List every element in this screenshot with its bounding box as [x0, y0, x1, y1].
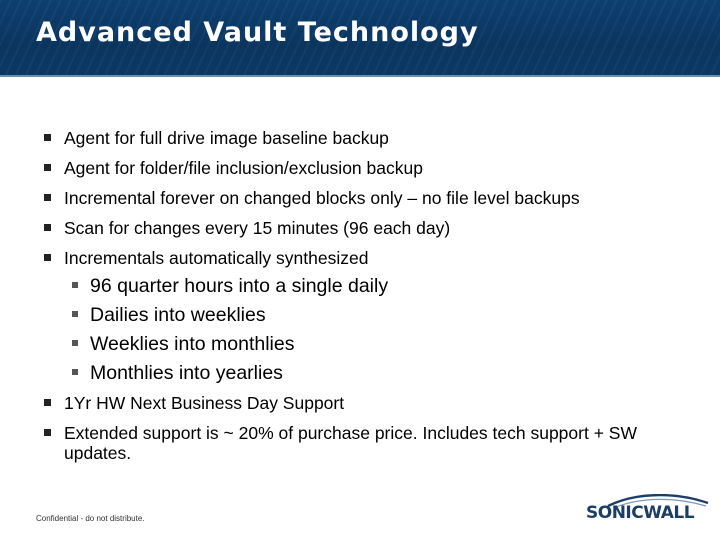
bullet-text: Agent for folder/file inclusion/exclusion backup — [64, 158, 423, 178]
square-bullet-icon — [44, 399, 51, 406]
square-bullet-icon — [72, 282, 78, 288]
sub-bullet-item — [72, 333, 704, 355]
bullet-item — [44, 393, 704, 413]
confidential-footer: Confidential - do not distribute. — [36, 514, 145, 523]
sub-bullet-item — [72, 362, 704, 384]
sub-bullet-text: Monthlies into yearlies — [90, 362, 283, 384]
title-bar — [0, 0, 720, 75]
square-bullet-icon — [44, 164, 51, 171]
square-bullet-icon — [72, 311, 78, 317]
bullet-text: Incrementals automatically synthesized — [64, 248, 369, 268]
square-bullet-icon — [44, 194, 51, 201]
sub-bullet-text: 96 quarter hours into a single daily — [90, 275, 389, 297]
bullet-item — [44, 423, 704, 463]
bullet-text: Scan for changes every 15 minutes (96 each day) — [64, 218, 451, 238]
square-bullet-icon — [44, 224, 51, 231]
bullet-item — [44, 248, 704, 268]
square-bullet-icon — [72, 369, 78, 375]
square-bullet-icon — [72, 340, 78, 346]
bullet-item — [44, 188, 704, 208]
logo-text: SONICWALL — [586, 503, 695, 523]
slide-title: Advanced Vault Technology — [36, 17, 479, 48]
bullet-text: Agent for full drive image baseline backup — [64, 128, 389, 148]
square-bullet-icon — [44, 429, 51, 436]
bullet-item — [44, 218, 704, 238]
bullet-item — [44, 128, 704, 148]
bullet-text: Incremental forever on changed blocks only – no file level backups — [64, 188, 580, 208]
sub-bullet-item — [72, 275, 704, 297]
title-divider — [0, 75, 720, 77]
bullet-text: 1Yr HW Next Business Day Support — [64, 393, 345, 413]
square-bullet-icon — [44, 134, 51, 141]
sub-bullet-text: Dailies into weeklies — [90, 304, 266, 326]
bullet-text: Extended support is ~ 20% of purchase price. Includes tech support + SW updates. — [64, 423, 637, 463]
square-bullet-icon — [44, 254, 51, 261]
bullet-list — [44, 128, 704, 473]
sub-bullet-item — [72, 304, 704, 326]
bullet-item — [44, 158, 704, 178]
sub-bullet-text: Weeklies into monthlies — [90, 333, 295, 355]
sonicwall-logo — [586, 494, 710, 530]
